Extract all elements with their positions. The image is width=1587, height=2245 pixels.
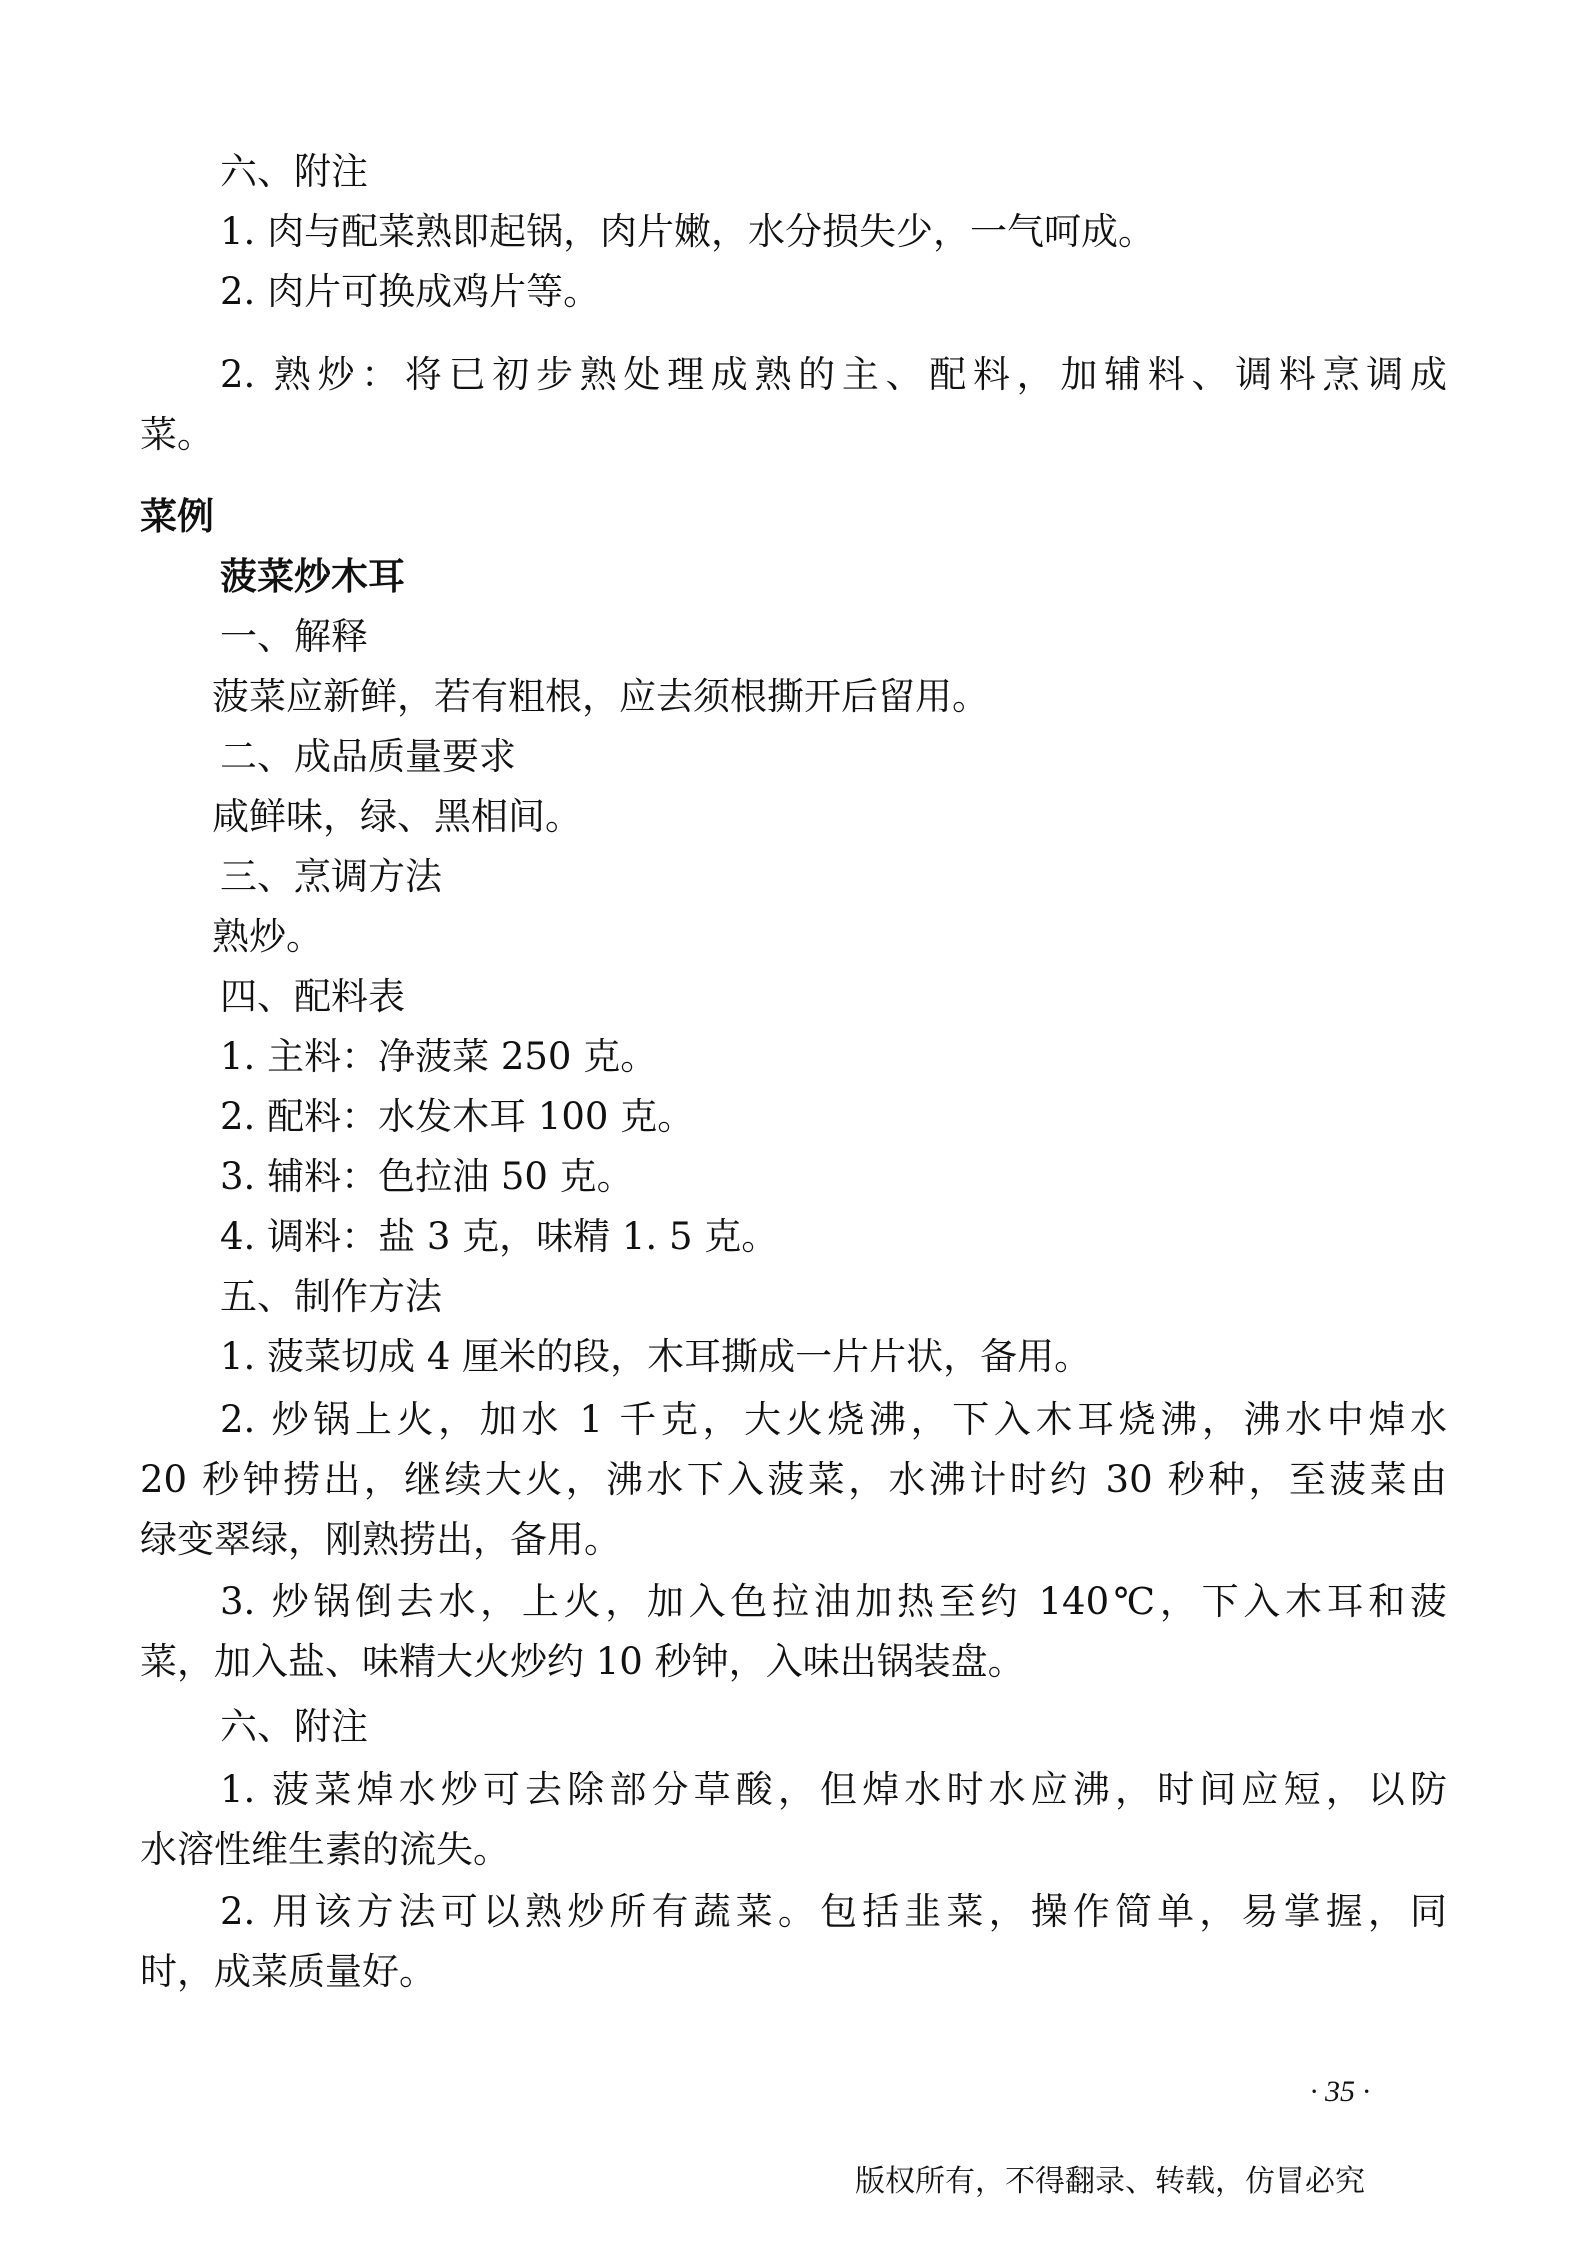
note-2-line-1: 2. 用该方法可以熟炒所有蔬菜。包括韭菜，操作简单，易掌握，同 (220, 1890, 1447, 1933)
ingredient-secondary: 2. 配料：水发木耳 100 克。 (220, 1095, 695, 1138)
ingredient-seasoning: 4. 调料：盐 3 克，味精 1. 5 克。 (220, 1215, 779, 1258)
procedure-step-2-line-1: 2. 炒锅上火，加水 1 千克，大火烧沸，下入木耳烧沸，沸水中焯水 (220, 1398, 1447, 1441)
heading-procedure: 五、制作方法 (220, 1275, 442, 1318)
procedure-step-2-line-2: 20 秒钟捞出，继续大火，沸水下入菠菜，水沸计时约 30 秒种，至菠菜由 (140, 1458, 1447, 1501)
procedure-step-3-line-2: 菜，加入盐、味精大火炒约 10 秒钟，入味出锅装盘。 (140, 1640, 1025, 1683)
page-number: · 35 · (1310, 2075, 1370, 2108)
note-2-top: 2. 肉片可换成鸡片等。 (220, 270, 601, 313)
recipe-title: 菠菜炒木耳 (220, 555, 405, 598)
heading-explanation: 一、解释 (220, 615, 368, 658)
heading-notes: 六、附注 (220, 1705, 368, 1748)
procedure-step-3-line-1: 3. 炒锅倒去水，上火，加入色拉油加热至约 140℃，下入木耳和菠 (220, 1580, 1447, 1623)
note-2-line-2: 时，成菜质量好。 (140, 1950, 436, 1993)
heading-quality: 二、成品质量要求 (220, 735, 516, 778)
ingredient-auxiliary: 3. 辅料：色拉油 50 克。 (220, 1155, 634, 1198)
heading-method: 三、烹调方法 (220, 855, 442, 898)
section-label: 菜例 (140, 495, 214, 538)
note-1-top: 1. 肉与配菜熟即起锅，肉片嫩，水分损失少，一气呵成。 (220, 210, 1156, 253)
method-text: 熟炒。 (212, 915, 323, 958)
note-1-line-2: 水溶性维生素的流失。 (140, 1828, 510, 1871)
procedure-step-1: 1. 菠菜切成 4 厘米的段，木耳撕成一片片状，备用。 (220, 1335, 1092, 1378)
quality-text: 咸鲜味，绿、黑相间。 (212, 795, 582, 838)
procedure-step-2-line-3: 绿变翠绿，刚熟捞出，备用。 (140, 1518, 621, 1561)
explanation-text: 菠菜应新鲜，若有粗根，应去须根撕开后留用。 (212, 675, 989, 718)
shuchao-line-2: 菜。 (140, 413, 214, 456)
heading-fuzhu-top: 六、附注 (220, 150, 368, 193)
heading-ingredients: 四、配料表 (220, 975, 405, 1018)
note-1-line-1: 1. 菠菜焯水炒可去除部分草酸，但焯水时水应沸，时间应短，以防 (220, 1768, 1447, 1811)
shuchao-line-1: 2. 熟炒：将已初步熟处理成熟的主、配料，加辅料、调料烹调成 (220, 353, 1447, 396)
ingredient-main: 1. 主料：净菠菜 250 克。 (220, 1035, 658, 1078)
copyright-notice: 版权所有，不得翻录、转载，仿冒必究 (855, 2164, 1365, 2199)
